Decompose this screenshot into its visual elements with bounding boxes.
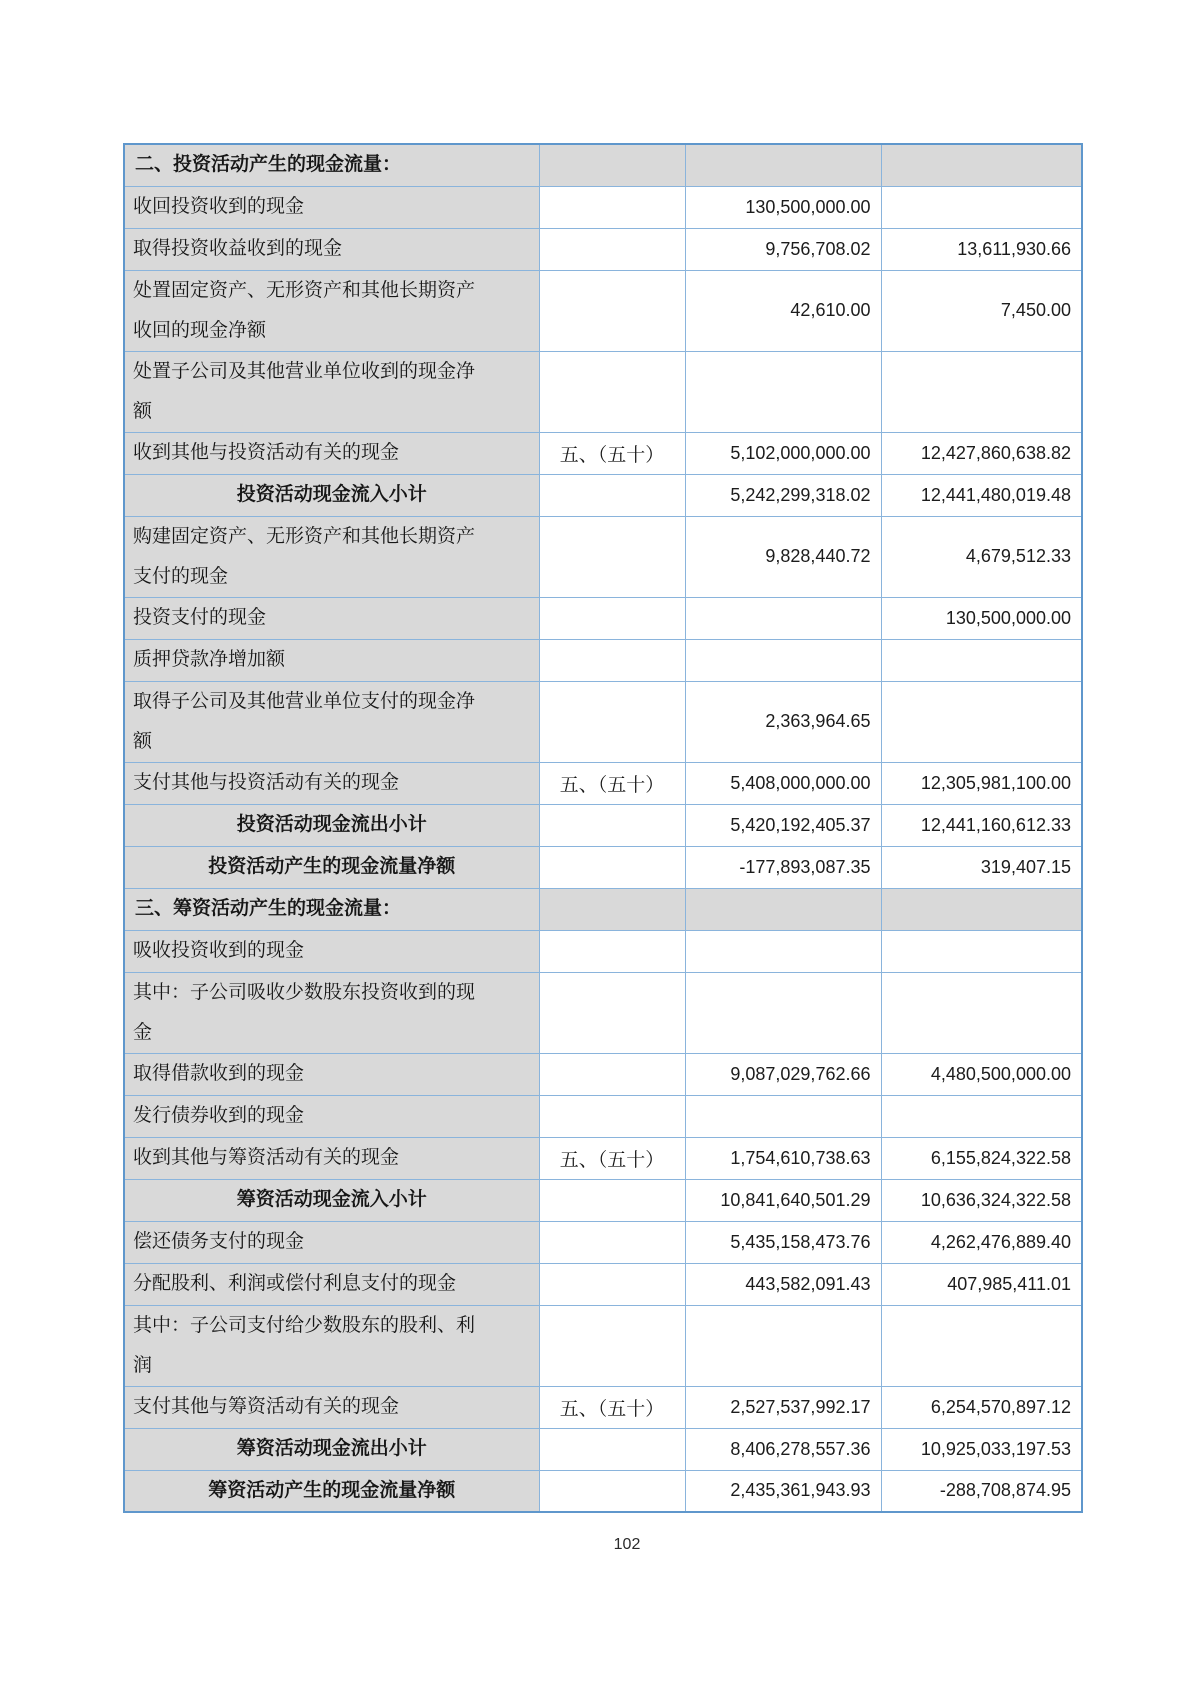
prior-period-cell: 12,441,160,612.33 (881, 804, 1082, 846)
current-period-cell (685, 597, 881, 639)
note-cell (539, 1053, 685, 1095)
prior-period-cell: 12,305,981,100.00 (881, 762, 1082, 804)
note-cell (539, 888, 685, 930)
prior-period-cell: -288,708,874.95 (881, 1470, 1082, 1512)
table-row (124, 351, 1082, 432)
item-cell: 购建固定资产、无形资产和其他长期资产支付的现金 (124, 516, 539, 597)
prior-period-cell: 407,985,411.01 (881, 1263, 1082, 1305)
item-cell: 发行债券收到的现金 (124, 1095, 539, 1137)
table-row (124, 1428, 1082, 1470)
prior-period-cell: 4,262,476,889.40 (881, 1221, 1082, 1263)
current-period-cell (685, 1095, 881, 1137)
note-cell (539, 270, 685, 351)
item-cell: 支付其他与筹资活动有关的现金 (124, 1386, 539, 1428)
item-cell: 三、筹资活动产生的现金流量： (124, 888, 539, 930)
note-cell (539, 516, 685, 597)
note-cell (539, 597, 685, 639)
note-cell (539, 930, 685, 972)
note-cell (539, 1263, 685, 1305)
note-cell (539, 1428, 685, 1470)
current-period-cell: 42,610.00 (685, 270, 881, 351)
current-period-cell: 2,527,537,992.17 (685, 1386, 881, 1428)
note-cell (539, 804, 685, 846)
prior-period-cell: 6,254,570,897.12 (881, 1386, 1082, 1428)
note-cell: 五、（五十） (539, 432, 685, 474)
table-row (124, 144, 1082, 186)
note-cell (539, 1305, 685, 1386)
prior-period-cell (881, 888, 1082, 930)
note-cell (539, 144, 685, 186)
current-period-cell: 5,242,299,318.02 (685, 474, 881, 516)
item-cell: 投资活动产生的现金流量净额 (124, 846, 539, 888)
item-cell: 其中：子公司支付给少数股东的股利、利润 (124, 1305, 539, 1386)
note-cell (539, 1095, 685, 1137)
current-period-cell: 5,408,000,000.00 (685, 762, 881, 804)
table-row (124, 762, 1082, 804)
prior-period-cell: 4,679,512.33 (881, 516, 1082, 597)
current-period-cell: 5,420,192,405.37 (685, 804, 881, 846)
current-period-cell (685, 639, 881, 681)
current-period-cell: 1,754,610,738.63 (685, 1137, 881, 1179)
prior-period-cell (881, 144, 1082, 186)
item-cell: 质押贷款净增加额 (124, 639, 539, 681)
prior-period-cell: 130,500,000.00 (881, 597, 1082, 639)
page-number: 102 (613, 1536, 641, 1553)
prior-period-cell (881, 1095, 1082, 1137)
table-row (124, 432, 1082, 474)
item-cell: 分配股利、利润或偿付利息支付的现金 (124, 1263, 539, 1305)
table-row (124, 1179, 1082, 1221)
item-cell: 偿还债务支付的现金 (124, 1221, 539, 1263)
table-row (124, 597, 1082, 639)
prior-period-cell (881, 1305, 1082, 1386)
item-cell: 处置子公司及其他营业单位收到的现金净额 (124, 351, 539, 432)
note-cell (539, 186, 685, 228)
current-period-cell: 2,435,361,943.93 (685, 1470, 881, 1512)
item-cell: 收到其他与筹资活动有关的现金 (124, 1137, 539, 1179)
note-cell (539, 681, 685, 762)
item-cell: 投资活动现金流入小计 (124, 474, 539, 516)
prior-period-cell: 4,480,500,000.00 (881, 1053, 1082, 1095)
note-cell (539, 1179, 685, 1221)
item-cell: 处置固定资产、无形资产和其他长期资产收回的现金净额 (124, 270, 539, 351)
item-cell: 其中：子公司吸收少数股东投资收到的现金 (124, 972, 539, 1053)
prior-period-cell (881, 972, 1082, 1053)
item-cell: 投资活动现金流出小计 (124, 804, 539, 846)
item-cell: 筹资活动现金流入小计 (124, 1179, 539, 1221)
item-cell: 取得投资收益收到的现金 (124, 228, 539, 270)
table-row (124, 1095, 1082, 1137)
table-row (124, 228, 1082, 270)
prior-period-cell: 10,925,033,197.53 (881, 1428, 1082, 1470)
item-cell: 支付其他与投资活动有关的现金 (124, 762, 539, 804)
prior-period-cell: 12,441,480,019.48 (881, 474, 1082, 516)
note-cell (539, 351, 685, 432)
current-period-cell (685, 972, 881, 1053)
table-row (124, 930, 1082, 972)
table-row (124, 1305, 1082, 1386)
table-row (124, 804, 1082, 846)
note-cell (539, 228, 685, 270)
current-period-cell: 2,363,964.65 (685, 681, 881, 762)
table-row (124, 972, 1082, 1053)
note-cell (539, 1470, 685, 1512)
current-period-cell: 9,828,440.72 (685, 516, 881, 597)
table-row (124, 1053, 1082, 1095)
table-row (124, 1221, 1082, 1263)
table-row (124, 186, 1082, 228)
note-cell (539, 972, 685, 1053)
table-row (124, 639, 1082, 681)
note-cell (539, 846, 685, 888)
prior-period-cell (881, 930, 1082, 972)
note-cell: 五、（五十） (539, 762, 685, 804)
table-row (124, 1263, 1082, 1305)
current-period-cell (685, 1305, 881, 1386)
table-row (124, 1470, 1082, 1512)
prior-period-cell: 7,450.00 (881, 270, 1082, 351)
current-period-cell: 9,756,708.02 (685, 228, 881, 270)
prior-period-cell: 6,155,824,322.58 (881, 1137, 1082, 1179)
current-period-cell: 5,435,158,473.76 (685, 1221, 881, 1263)
prior-period-cell: 10,636,324,322.58 (881, 1179, 1082, 1221)
current-period-cell: 130,500,000.00 (685, 186, 881, 228)
table-row (124, 474, 1082, 516)
prior-period-cell (881, 186, 1082, 228)
prior-period-cell: 12,427,860,638.82 (881, 432, 1082, 474)
current-period-cell: 10,841,640,501.29 (685, 1179, 881, 1221)
current-period-cell: 443,582,091.43 (685, 1263, 881, 1305)
item-cell: 取得借款收到的现金 (124, 1053, 539, 1095)
current-period-cell (685, 351, 881, 432)
cash-flow-table (123, 143, 1083, 1513)
note-cell (539, 639, 685, 681)
item-cell: 收到其他与投资活动有关的现金 (124, 432, 539, 474)
table-row (124, 888, 1082, 930)
table-row (124, 270, 1082, 351)
item-cell: 二、投资活动产生的现金流量： (124, 144, 539, 186)
current-period-cell: 9,087,029,762.66 (685, 1053, 881, 1095)
item-cell: 筹资活动现金流出小计 (124, 1428, 539, 1470)
current-period-cell (685, 930, 881, 972)
note-cell (539, 474, 685, 516)
note-cell: 五、（五十） (539, 1137, 685, 1179)
table-row (124, 1137, 1082, 1179)
prior-period-cell (881, 639, 1082, 681)
current-period-cell (685, 144, 881, 186)
prior-period-cell (881, 351, 1082, 432)
current-period-cell: 5,102,000,000.00 (685, 432, 881, 474)
item-cell: 吸收投资收到的现金 (124, 930, 539, 972)
current-period-cell: -177,893,087.35 (685, 846, 881, 888)
item-cell: 筹资活动产生的现金流量净额 (124, 1470, 539, 1512)
prior-period-cell: 319,407.15 (881, 846, 1082, 888)
prior-period-cell: 13,611,930.66 (881, 228, 1082, 270)
table-row (124, 846, 1082, 888)
current-period-cell: 8,406,278,557.36 (685, 1428, 881, 1470)
prior-period-cell (881, 681, 1082, 762)
current-period-cell (685, 888, 881, 930)
cash-flow-table-body (124, 144, 1082, 1512)
note-cell (539, 1221, 685, 1263)
item-cell: 取得子公司及其他营业单位支付的现金净额 (124, 681, 539, 762)
note-cell: 五、（五十） (539, 1386, 685, 1428)
table-row (124, 516, 1082, 597)
table-row (124, 1386, 1082, 1428)
item-cell: 收回投资收到的现金 (124, 186, 539, 228)
table-row (124, 681, 1082, 762)
item-cell: 投资支付的现金 (124, 597, 539, 639)
